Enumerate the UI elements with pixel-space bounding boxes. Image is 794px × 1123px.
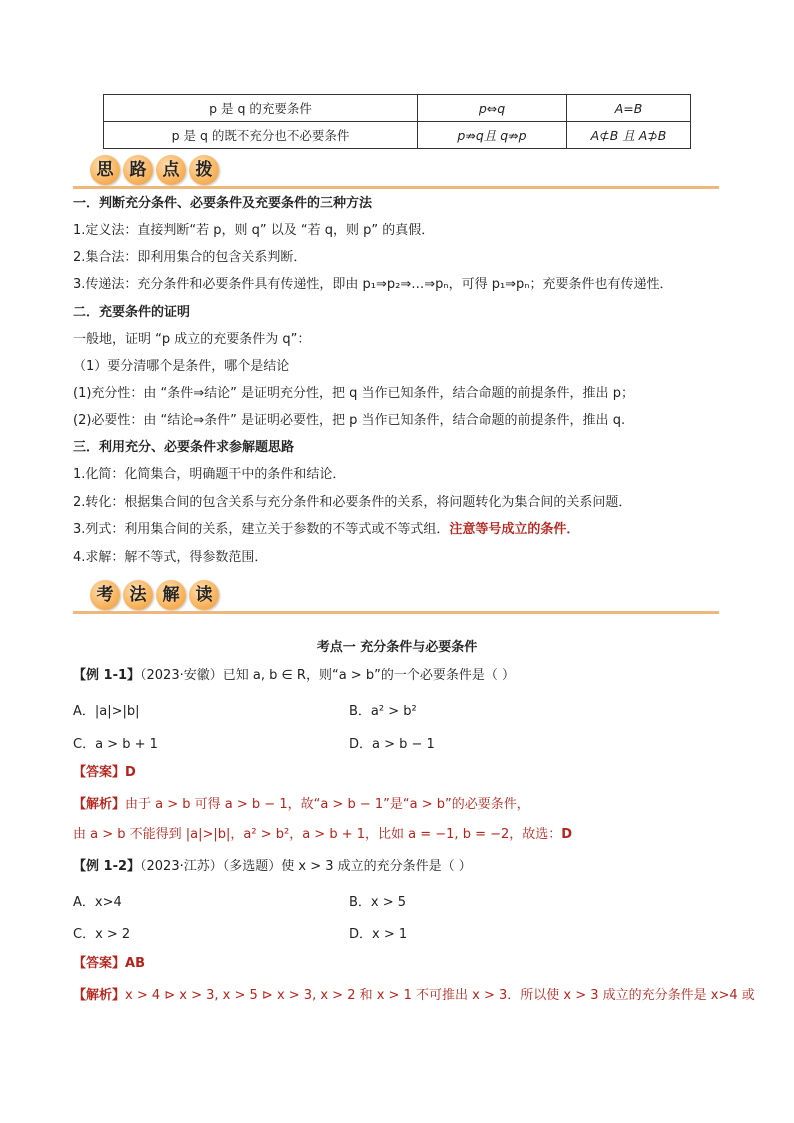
analysis-text: 由于 a > b 可得 a > b − 1，故“a > b − 1”是“a > b”的必要条件，	[125, 797, 530, 812]
option-b: B．a² > b²	[349, 704, 417, 719]
step-item	[73, 521, 579, 539]
analysis-text: x > 4 ⊳ x > 3, x > 5 ⊳ x > 3, x > 2 和 x > 1 不可推出 x > 3．所以使 x > 3 成立的充分条件是 x>4 或	[125, 988, 755, 1003]
banner-badge: 考	[90, 580, 120, 610]
proof-item: (2)必要性：由 “结论⇒条件” 是证明必要性，把 p 当作已知条件，结合命题的前提条件，推出 q.	[73, 413, 626, 428]
section-heading: 三．利用充分、必要条件求参解题思路	[73, 440, 295, 455]
step-note: 注意等号成立的条件．	[449, 522, 580, 537]
table-cell: p 是 q 的充要条件	[104, 95, 418, 122]
example-tag: 【例 1-1】	[73, 668, 141, 683]
section-banner-silu	[73, 155, 719, 189]
section-heading: 一．判断充分条件、必要条件及充要条件的三种方法	[73, 196, 373, 211]
table-row	[104, 95, 691, 122]
analysis-answer: D	[561, 827, 573, 842]
answer-value: AB	[125, 956, 145, 971]
proof-intro: 一般地，证明 “p 成立的充要条件为 q”：	[73, 332, 311, 347]
option-a: A．|a|>|b|	[73, 704, 140, 719]
answer-label: 【答案】	[73, 765, 126, 780]
answer-line	[73, 955, 145, 973]
method-item: 2.集合法：即利用集合的包含关系判断．	[73, 250, 307, 265]
answer-label: 【答案】	[73, 956, 126, 971]
step-item: 1.化简：化简集合，明确题干中的条件和结论．	[73, 467, 346, 482]
method-item: 3.传递法：充分条件和必要条件具有传递性，即由 p₁⇒p₂⇒…⇒pₙ，可得 p₁⇒pₙ；充要条件也有传递性．	[73, 277, 673, 292]
step-item: 2.转化：根据集合间的包含关系与充分条件和必要条件的关系，将问题转化为集合间的关系问题．	[73, 495, 632, 510]
analysis-line	[73, 826, 572, 844]
table-cell: p 是 q 的既不充分也不必要条件	[104, 122, 418, 149]
section-banner-kaofa	[73, 580, 719, 614]
example-question	[73, 667, 515, 685]
banner-badge: 路	[123, 155, 153, 185]
table-row	[104, 122, 691, 149]
option-c: C．a > b + 1	[73, 737, 158, 752]
topic-title: 考点一 充分条件与必要条件	[316, 640, 478, 655]
method-item: 1.定义法：直接判断“若 p，则 q” 以及 “若 q，则 p” 的真假．	[73, 223, 435, 238]
banner-badge: 法	[123, 580, 153, 610]
banner-badge: 点	[156, 155, 186, 185]
table-cell: p⇔q	[418, 95, 567, 122]
banner-badge: 解	[156, 580, 186, 610]
example-text: （2023·江苏）（多选题）使 x > 3 成立的充分条件是（ ）	[140, 859, 472, 874]
analysis-text: 由 a > b 不能得到 |a|>|b|，a² > b²，a > b + 1，比如 a = −1, b = −2，故选：	[73, 827, 562, 842]
banner-divider	[73, 611, 719, 614]
banner-badge: 读	[189, 580, 219, 610]
table-cell: A=B	[567, 95, 691, 122]
analysis-label: 【解析】	[73, 988, 126, 1003]
analysis-label: 【解析】	[73, 797, 126, 812]
proof-item: (1)充分性：由 “条件⇒结论” 是证明充分性，把 q 当作已知条件，结合命题的前提条件，推出 p；	[73, 386, 634, 401]
option-b: B．x > 5	[349, 895, 407, 910]
answer-line	[73, 764, 136, 782]
conditions-table	[103, 94, 691, 149]
banner-badge: 思	[90, 155, 120, 185]
example-question	[73, 858, 472, 876]
banner-divider	[73, 186, 719, 189]
option-c: C．x > 2	[73, 927, 131, 942]
answer-value: D	[125, 765, 136, 780]
section-heading: 二．充要条件的证明	[73, 305, 191, 320]
table-cell: A⊄B 且 A⊅B	[567, 122, 691, 149]
option-d: D．x > 1	[349, 927, 408, 942]
step-text: 3.列式：利用集合间的关系，建立关于参数的不等式或不等式组．	[73, 522, 450, 537]
option-d: D．a > b − 1	[349, 737, 435, 752]
example-text: （2023·安徽）已知 a, b ∈ R，则“a > b”的一个必要条件是（ ）	[140, 668, 515, 683]
banner-badge: 拨	[189, 155, 219, 185]
table-cell: p⇏q且 q⇏p	[418, 122, 567, 149]
example-tag: 【例 1-2】	[73, 859, 141, 874]
analysis-line	[73, 796, 530, 814]
step-item: 4.求解：解不等式，得参数范围．	[73, 550, 268, 565]
option-a: A．x>4	[73, 895, 122, 910]
proof-item: （1）要分清哪个是条件，哪个是结论	[73, 359, 290, 374]
analysis-line	[73, 987, 755, 1005]
